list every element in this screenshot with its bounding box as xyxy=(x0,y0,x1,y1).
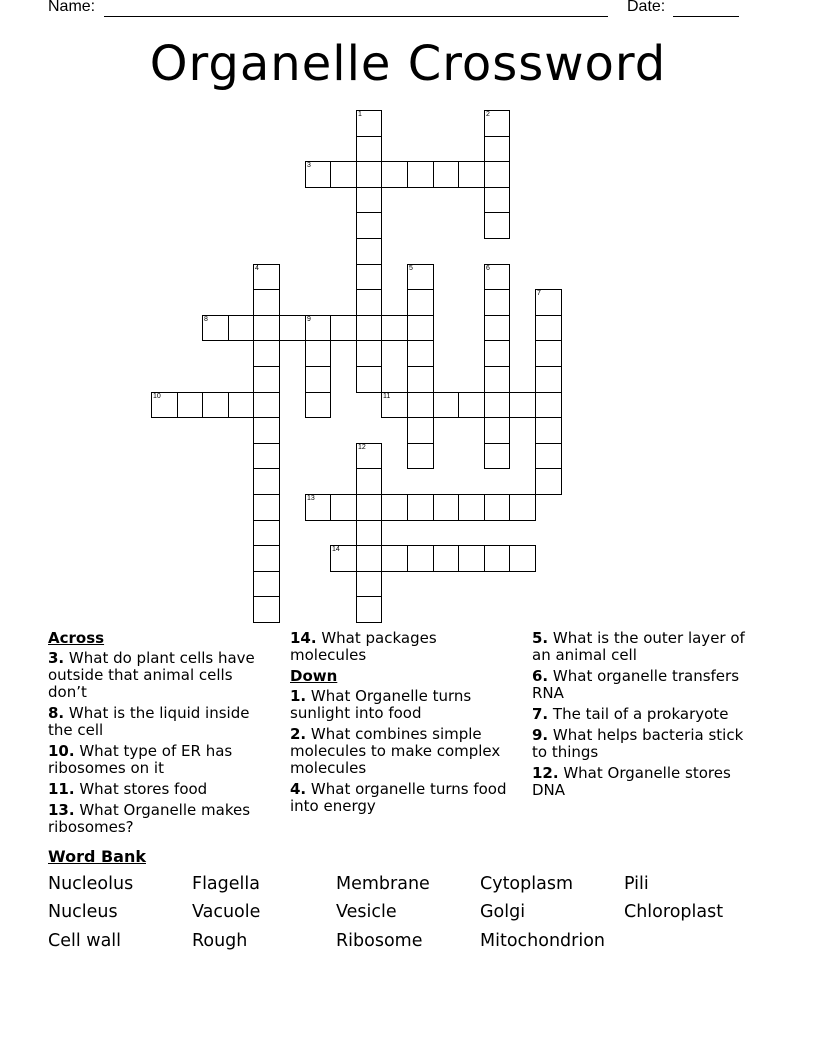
grid-cell[interactable] xyxy=(535,417,562,444)
clue-text: What organelle transfers RNA xyxy=(532,667,740,702)
across-clue xyxy=(48,781,274,798)
grid-cell[interactable] xyxy=(484,110,510,137)
grid-cell[interactable] xyxy=(356,136,382,162)
word-bank-item: Vacuole xyxy=(192,902,261,922)
clue-number-label: 7. xyxy=(532,705,549,723)
grid-cell[interactable] xyxy=(407,545,434,572)
grid-cell[interactable] xyxy=(381,494,408,521)
grid-cell[interactable] xyxy=(151,392,178,418)
grid-cell[interactable] xyxy=(509,494,536,521)
down-clue xyxy=(532,630,758,664)
clue-text: The tail of a prokaryote xyxy=(548,705,729,723)
grid-cell[interactable] xyxy=(381,392,408,418)
clue-number-label: 9. xyxy=(532,726,549,744)
grid-cell[interactable] xyxy=(305,340,331,367)
word-bank-item: Nucleolus xyxy=(48,874,134,894)
grid-cell[interactable] xyxy=(458,545,485,572)
grid-cell[interactable] xyxy=(279,315,306,341)
clue-number: 7 xyxy=(537,290,541,297)
grid-cell[interactable] xyxy=(356,264,382,290)
word-bank-item: Flagella xyxy=(192,874,260,894)
grid-cell[interactable] xyxy=(535,392,562,418)
grid-cell[interactable] xyxy=(484,443,510,469)
grid-cell[interactable] xyxy=(484,212,510,239)
clue-number: 11 xyxy=(383,393,391,400)
clue-number: 4 xyxy=(255,265,259,272)
word-bank-title: Word Bank xyxy=(48,847,147,866)
grid-cell[interactable] xyxy=(407,340,434,367)
grid-cell[interactable] xyxy=(356,366,382,393)
grid-cell[interactable] xyxy=(330,161,357,188)
clue-number-label: 2. xyxy=(290,725,307,743)
clue-text: What Organelle makes ribosomes? xyxy=(48,801,251,836)
clue-number: 3 xyxy=(307,162,311,169)
grid-cell[interactable] xyxy=(253,392,280,418)
grid-cell[interactable] xyxy=(484,136,510,162)
grid-cell[interactable] xyxy=(202,315,229,341)
clue-number-label: 10. xyxy=(48,742,75,760)
grid-cell[interactable] xyxy=(484,264,510,290)
down-clue xyxy=(290,781,516,815)
clue-number-label: 13. xyxy=(48,801,75,819)
across-clue xyxy=(48,743,274,777)
grid-cell[interactable] xyxy=(458,392,485,418)
grid-cell[interactable] xyxy=(407,289,434,316)
word-bank-item: Vesicle xyxy=(336,902,397,922)
grid-cell[interactable] xyxy=(356,161,382,188)
clue-number: 5 xyxy=(409,265,413,272)
down-clue xyxy=(290,688,516,722)
grid-cell[interactable] xyxy=(356,443,382,469)
clue-number-label: 6. xyxy=(532,667,549,685)
grid-cell[interactable] xyxy=(356,187,382,213)
grid-cell[interactable] xyxy=(535,340,562,367)
grid-cell[interactable] xyxy=(356,315,382,341)
grid-cell[interactable] xyxy=(407,443,434,469)
grid-cell[interactable] xyxy=(484,366,510,393)
grid-cell[interactable] xyxy=(484,340,510,367)
word-bank-item: Golgi xyxy=(480,902,526,922)
across-clue xyxy=(48,705,274,739)
clue-number: 2 xyxy=(486,111,490,118)
clue-text: What packages molecules xyxy=(290,629,437,664)
clue-column-3 xyxy=(532,630,758,803)
grid-cell[interactable] xyxy=(484,392,510,418)
grid-cell[interactable] xyxy=(253,494,280,521)
date-label: Date: xyxy=(627,0,666,15)
clue-number: 9 xyxy=(307,316,311,323)
clue-text: What Organelle turns sunlight into food xyxy=(290,687,472,722)
grid-cell[interactable] xyxy=(381,315,408,341)
grid-cell[interactable] xyxy=(253,340,280,367)
down-clue xyxy=(532,765,758,799)
grid-cell[interactable] xyxy=(407,366,434,393)
grid-cell[interactable] xyxy=(253,264,280,290)
grid-cell[interactable] xyxy=(330,545,357,572)
grid-cell[interactable] xyxy=(407,264,434,290)
grid-cell[interactable] xyxy=(356,212,382,239)
clue-text: What is the outer layer of an animal cell xyxy=(532,629,745,664)
grid-cell[interactable] xyxy=(228,392,254,418)
clue-text: What helps bacteria stick to things xyxy=(532,726,744,761)
word-bank-item: Cell wall xyxy=(48,931,122,951)
clue-number-label: 12. xyxy=(532,764,559,782)
grid-cell[interactable] xyxy=(535,289,562,316)
grid-cell[interactable] xyxy=(253,545,280,572)
clue-column-2 xyxy=(290,630,516,819)
clue-number: 10 xyxy=(153,393,161,400)
grid-cell[interactable] xyxy=(330,494,357,521)
grid-cell[interactable] xyxy=(356,520,382,546)
grid-cell[interactable] xyxy=(484,161,510,188)
word-bank-item: Ribosome xyxy=(336,931,423,951)
grid-cell[interactable] xyxy=(535,443,562,469)
clue-number-label: 11. xyxy=(48,780,75,798)
page-title: Organelle Crossword xyxy=(149,36,667,92)
word-bank-item: Rough xyxy=(192,931,248,951)
down-clue xyxy=(532,727,758,761)
grid-cell[interactable] xyxy=(305,392,331,418)
clue-number: 1 xyxy=(358,111,362,118)
grid-cell[interactable] xyxy=(356,289,382,316)
grid-cell[interactable] xyxy=(433,392,459,418)
grid-cell[interactable] xyxy=(253,571,280,597)
grid-cell[interactable] xyxy=(458,494,485,521)
clue-number: 14 xyxy=(332,546,340,553)
grid-cell[interactable] xyxy=(356,596,382,623)
grid-cell[interactable] xyxy=(407,161,434,188)
grid-cell[interactable] xyxy=(305,366,331,393)
grid-cell[interactable] xyxy=(253,596,280,623)
clue-number-label: 4. xyxy=(290,780,307,798)
grid-cell[interactable] xyxy=(253,315,280,341)
grid-cell[interactable] xyxy=(330,315,357,341)
grid-cell[interactable] xyxy=(433,545,459,572)
grid-cell[interactable] xyxy=(356,545,382,572)
clue-text: What do plant cells have outside that animal cells don’t xyxy=(48,649,255,701)
across-heading: Across xyxy=(48,629,105,647)
grid-cell[interactable] xyxy=(407,417,434,444)
down-heading: Down xyxy=(290,667,338,685)
grid-cell[interactable] xyxy=(535,468,562,495)
grid-cell[interactable] xyxy=(177,392,203,418)
clue-text: What combines simple molecules to make complex molecules xyxy=(290,725,501,777)
grid-cell[interactable] xyxy=(253,366,280,393)
grid-cell[interactable] xyxy=(356,238,382,265)
grid-cell[interactable] xyxy=(253,289,280,316)
grid-cell[interactable] xyxy=(356,494,382,521)
word-bank-item: Pili xyxy=(624,874,649,894)
grid-cell[interactable] xyxy=(356,110,382,137)
clue-number: 6 xyxy=(486,265,490,272)
grid-cell[interactable] xyxy=(484,494,510,521)
grid-cell[interactable] xyxy=(305,494,331,521)
grid-cell[interactable] xyxy=(458,161,485,188)
word-bank-item: Nucleus xyxy=(48,902,118,922)
clue-number-label: 8. xyxy=(48,704,65,722)
grid-cell[interactable] xyxy=(356,571,382,597)
clue-text: What organelle turns food into energy xyxy=(290,780,507,815)
grid-cell[interactable] xyxy=(381,545,408,572)
word-bank-item: Cytoplasm xyxy=(480,874,574,894)
grid-cell[interactable] xyxy=(484,315,510,341)
word-bank-item: Mitochondrion xyxy=(480,931,606,951)
across-clue xyxy=(48,802,274,836)
clue-text: What type of ER has ribosomes on it xyxy=(48,742,233,777)
grid-cell[interactable] xyxy=(407,315,434,341)
clue-number-label: 3. xyxy=(48,649,65,667)
name-label: Name: xyxy=(48,0,96,15)
word-bank-item: Membrane xyxy=(336,874,430,894)
clue-number-label: 14. xyxy=(290,629,317,647)
grid-cell[interactable] xyxy=(305,315,331,341)
clue-number: 13 xyxy=(307,495,315,502)
across-clue xyxy=(48,650,274,701)
clue-text: What Organelle stores DNA xyxy=(532,764,731,799)
grid-cell[interactable] xyxy=(433,161,459,188)
grid-cell[interactable] xyxy=(484,417,510,444)
grid-cell[interactable] xyxy=(356,340,382,367)
grid-cell[interactable] xyxy=(253,417,280,444)
down-clue xyxy=(290,726,516,777)
grid-cell[interactable] xyxy=(484,187,510,213)
down-clue xyxy=(532,668,758,702)
grid-cell[interactable] xyxy=(484,289,510,316)
clue-number-label: 1. xyxy=(290,687,307,705)
clue-text: What stores food xyxy=(74,780,208,798)
grid-cell[interactable] xyxy=(253,443,280,469)
grid-cell[interactable] xyxy=(253,520,280,546)
clue-number: 8 xyxy=(204,316,208,323)
word-bank-item: Chloroplast xyxy=(624,902,724,922)
grid-cell[interactable] xyxy=(433,494,459,521)
grid-cell[interactable] xyxy=(535,366,562,393)
grid-cell[interactable] xyxy=(202,392,229,418)
grid-cell[interactable] xyxy=(484,545,510,572)
grid-cell[interactable] xyxy=(509,392,536,418)
grid-cell[interactable] xyxy=(228,315,254,341)
grid-cell[interactable] xyxy=(407,494,434,521)
clue-number-label: 5. xyxy=(532,629,549,647)
grid-cell[interactable] xyxy=(535,315,562,341)
clue-number: 12 xyxy=(358,444,366,451)
grid-cell[interactable] xyxy=(407,392,434,418)
grid-cell[interactable] xyxy=(253,468,280,495)
grid-cell[interactable] xyxy=(509,545,536,572)
grid-cell[interactable] xyxy=(381,161,408,188)
across-clue xyxy=(290,630,516,664)
grid-cell[interactable] xyxy=(356,468,382,495)
clue-column-1 xyxy=(48,630,274,840)
clue-text: What is the liquid inside the cell xyxy=(48,704,250,739)
grid-cell[interactable] xyxy=(305,161,331,188)
down-clue xyxy=(532,706,758,723)
